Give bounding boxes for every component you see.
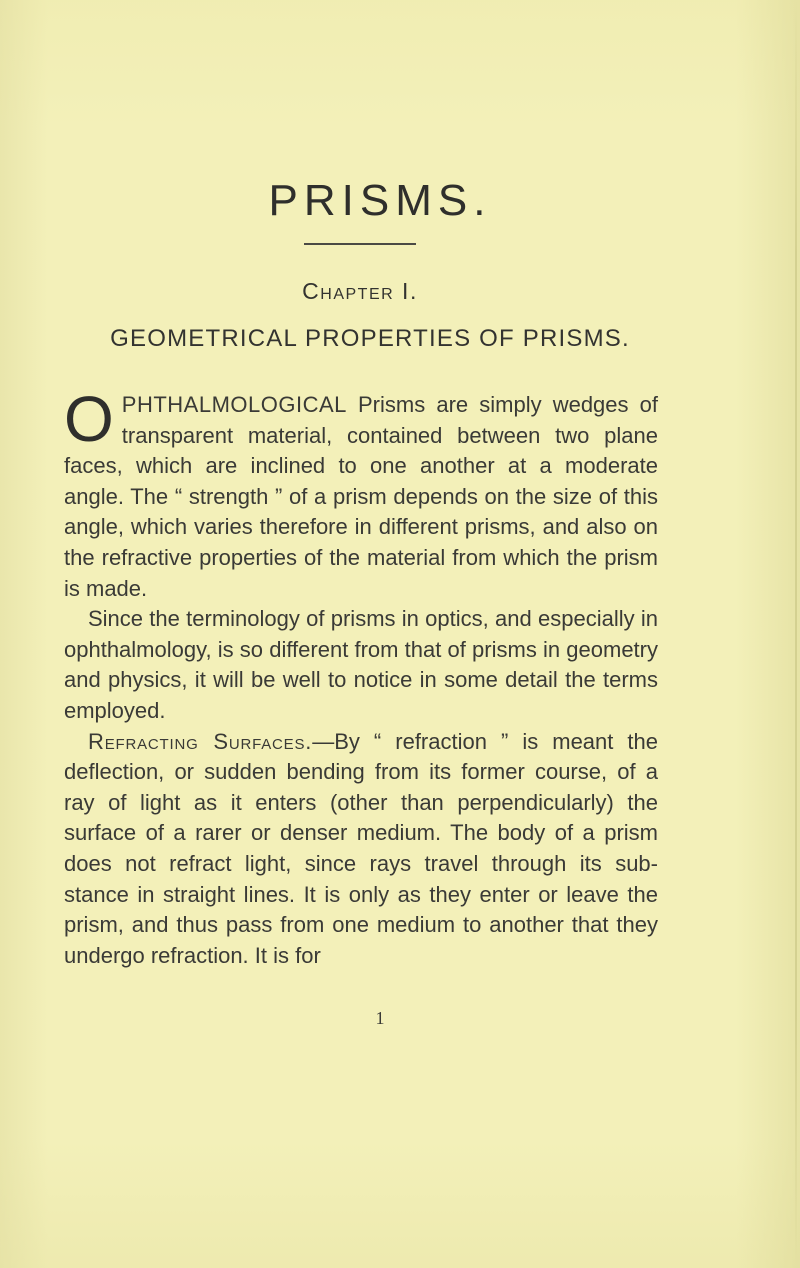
page-edge-shadow — [795, 0, 797, 1268]
paragraph-2: Since the terminology of prisms in optics, and especially in ophthalmology, is so different from that of prisms in geometry and physics, it will be well to notice in some detail the terms employed. — [64, 606, 658, 723]
chapter-heading: GEOMETRICAL PROPERTIES OF PRISMS. — [110, 325, 630, 352]
paragraph-1 — [64, 383, 658, 604]
drop-cap: O — [64, 383, 114, 455]
page-number: 1 — [375, 1008, 385, 1028]
paragraph-3-lead: Refracting Surfaces. — [88, 728, 313, 754]
title-divider — [304, 243, 416, 245]
chapter-label: Chapter I. — [302, 278, 418, 304]
paragraph-1-text: Prisms are simply wedges of transparent material, contained between two plane faces, which are inclined to one another at a moderate angle. The “ strength ” of a prism depends on the size of this angle, which varies therefore in different prisms, and also on the refractive properties of the material from which the prism is made. — [64, 392, 658, 601]
paragraph-3-text: —By “ refraction ” is meant the deflection, or sudden bending from its former course, of a ray of light as it enters (other than perpendicularly) the surface of a rarer or denser medium. The body of a prism does not refract light, since rays travel through its sub- stance in straight lines. It is only as they enter or leave the prism, and thus pass from one medium to another that they undergo refraction. It is for — [64, 728, 658, 968]
paragraph-3 — [64, 727, 658, 972]
page-title: PRISMS. — [268, 176, 492, 225]
paragraph-1-lead: PHTHALMOLOGICAL — [121, 392, 347, 417]
body-text — [64, 383, 658, 971]
